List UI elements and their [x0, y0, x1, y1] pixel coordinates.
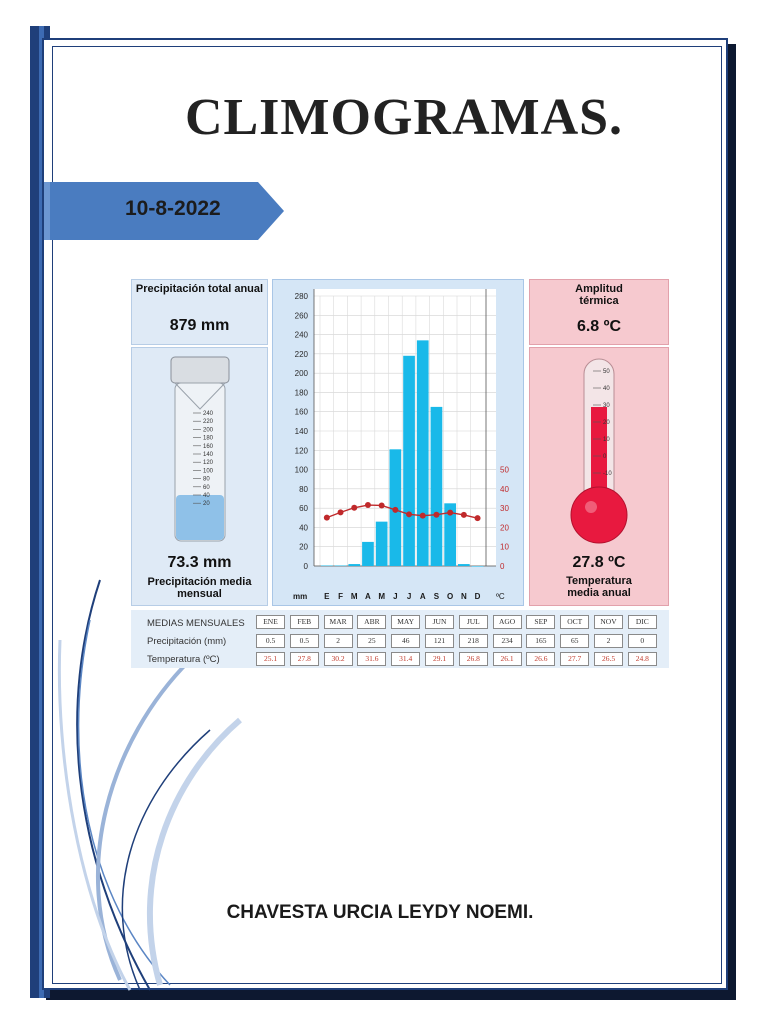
- month-category-label: N: [460, 592, 467, 601]
- gauge-tick-label: 200: [203, 427, 214, 434]
- left-axis-label: mm: [293, 592, 308, 601]
- table-month-header: JUL: [459, 615, 488, 629]
- precip-bar: [348, 564, 360, 566]
- date-label: 10-8-2022: [125, 197, 221, 220]
- gauge-tick-label: 40: [203, 493, 210, 499]
- table-temp-cell: 24.8: [628, 652, 657, 666]
- temp-row-label: Temperatura (ºC): [147, 654, 220, 665]
- page-title: CLIMOGRAMAS.: [184, 89, 624, 146]
- precip-media-label: Precipitación media mensual: [147, 576, 252, 600]
- right-axis-label: ºC: [496, 592, 505, 601]
- table-temp-cell: 31.4: [391, 652, 420, 666]
- left-tick-label: 140: [294, 427, 308, 436]
- temperature-point: [379, 502, 385, 508]
- month-category-label: S: [433, 592, 440, 601]
- amplitud-label: Amplitud térmica: [575, 283, 623, 307]
- amplitud-panel: [529, 279, 669, 345]
- month-category-label: D: [474, 592, 481, 601]
- gauge-tick-label: 220: [203, 419, 214, 426]
- temperature-point: [392, 507, 398, 513]
- right-tick-label: 0: [500, 562, 505, 571]
- precip-row-label: Precipitación (mm): [147, 636, 227, 647]
- table-precip-cell: 121: [425, 634, 454, 648]
- table-temp-cell: 26.5: [594, 652, 623, 666]
- month-category-label: F: [338, 592, 343, 601]
- thermo-tick-label: 10: [603, 437, 610, 443]
- month-category-label: A: [365, 592, 371, 601]
- temperature-point: [461, 512, 467, 518]
- table-month-header: JUN: [425, 615, 454, 629]
- precip-bar: [362, 542, 374, 566]
- table-precip-cell: 0.5: [256, 634, 285, 648]
- left-tick-label: 80: [299, 484, 308, 494]
- monthly-means-table: [131, 610, 669, 668]
- table-precip-cell: 0.5: [290, 634, 319, 648]
- table-precip-cell: 46: [391, 634, 420, 648]
- temperature-point: [338, 509, 344, 515]
- temp-media-value: 27.8 ºC: [572, 554, 626, 571]
- table-precip-cell: 25: [357, 634, 386, 648]
- left-tick-label: 60: [299, 504, 308, 514]
- right-tick-label: 20: [500, 523, 509, 533]
- left-tick-label: 260: [294, 311, 308, 321]
- temperature-point: [406, 511, 412, 517]
- table-temp-cell: 30.2: [324, 652, 353, 666]
- table-temp-cell: 31.6: [357, 652, 386, 666]
- gauge-tick-label: 140: [203, 452, 214, 458]
- gauge-tick-label: 20: [203, 501, 210, 508]
- table-month-header: MAR: [324, 615, 353, 629]
- precip-total-panel: [131, 279, 268, 345]
- thermo-tick-label: 50: [603, 369, 610, 375]
- table-precip-cell: 0: [628, 634, 657, 648]
- thermo-tick-label: 40: [603, 386, 610, 392]
- thermo-tick-label: -10: [603, 471, 612, 477]
- rain-gauge-icon: [131, 347, 268, 552]
- right-tick-label: 10: [500, 542, 509, 552]
- table-temp-cell: 27.8: [290, 652, 319, 666]
- table-precip-cell: 2: [324, 634, 353, 648]
- temperature-point: [447, 510, 453, 516]
- gauge-tick-label: 240: [203, 411, 214, 417]
- table-precip-cell: 2: [594, 634, 623, 648]
- thermometer-icon: [529, 347, 669, 552]
- gauge-tick-label: 100: [203, 468, 214, 475]
- table-month-header: NOV: [594, 615, 623, 629]
- temp-media-label: Temperatura media anual: [566, 575, 632, 599]
- right-tick-label: 50: [500, 465, 509, 475]
- left-tick-label: 40: [299, 523, 308, 533]
- right-tick-label: 40: [500, 484, 509, 494]
- gauge-tick-label: 120: [203, 460, 214, 467]
- precip-total-label: Precipitación total anual: [135, 283, 264, 295]
- thermo-tick-label: 20: [603, 420, 610, 426]
- left-tick-label: 160: [294, 407, 308, 417]
- climograph-chart: [272, 279, 524, 606]
- table-month-header: DIC: [628, 615, 657, 629]
- table-month-header: AGO: [493, 615, 522, 629]
- table-temp-cell: 26.1: [493, 652, 522, 666]
- month-category-label: M: [378, 592, 385, 601]
- gauge-tick-label: 160: [203, 443, 214, 450]
- month-category-label: E: [324, 592, 330, 601]
- gauge-tick-label: 80: [203, 476, 210, 483]
- precip-bar: [458, 564, 470, 566]
- thermo-tick-label: 0: [603, 454, 607, 460]
- temperature-point: [475, 515, 481, 521]
- temperature-point: [365, 502, 371, 508]
- left-tick-label: 280: [294, 292, 308, 301]
- month-category-label: J: [406, 592, 412, 601]
- precip-bar: [321, 566, 333, 567]
- precip-bar: [472, 566, 484, 567]
- left-tick-label: 220: [294, 349, 308, 359]
- precip-bar: [376, 522, 388, 566]
- month-category-label: M: [350, 592, 358, 601]
- table-temp-cell: 26.8: [459, 652, 488, 666]
- left-tick-label: 180: [294, 388, 308, 398]
- table-temp-cell: 26.6: [526, 652, 555, 666]
- left-tick-label: 200: [294, 369, 308, 379]
- right-tick-label: 30: [500, 504, 509, 514]
- month-category-label: A: [419, 592, 426, 601]
- thermo-tick-label: 30: [603, 403, 610, 409]
- precip-media-value: 73.3 mm: [167, 554, 232, 571]
- precip-bar: [335, 566, 347, 567]
- precip-bar: [417, 340, 429, 566]
- table-temp-cell: 25.1: [256, 652, 285, 666]
- table-month-header: ENE: [256, 615, 285, 629]
- amplitud-value: 6.8 ºC: [576, 318, 622, 335]
- table-temp-cell: 29.1: [425, 652, 454, 666]
- left-tick-label: 100: [294, 465, 308, 475]
- left-tick-label: 120: [294, 446, 308, 456]
- left-tick-label: 0: [303, 562, 308, 571]
- table-header-label: MEDIAS MENSUALES: [147, 618, 245, 629]
- table-temp-cell: 27.7: [560, 652, 589, 666]
- table-precip-cell: 65: [560, 634, 589, 648]
- gauge-tick-label: 180: [203, 435, 214, 442]
- table-precip-cell: 165: [526, 634, 555, 648]
- table-month-header: FEB: [290, 615, 319, 629]
- gauge-tick-label: 60: [203, 484, 210, 491]
- table-precip-cell: 218: [459, 634, 488, 648]
- temperature-point: [433, 512, 439, 518]
- table-precip-cell: 234: [493, 634, 522, 648]
- table-month-header: MAY: [391, 615, 420, 629]
- table-month-header: ABR: [357, 615, 386, 629]
- left-tick-label: 240: [294, 330, 308, 340]
- precip-bar: [403, 356, 415, 566]
- precip-bar: [431, 407, 443, 566]
- temperature-point: [324, 515, 330, 521]
- temperature-point: [351, 505, 357, 511]
- month-category-label: J: [393, 592, 398, 601]
- temperature-point: [420, 513, 426, 519]
- precip-total-value: 879 mm: [169, 317, 230, 334]
- table-month-header: SEP: [526, 615, 555, 629]
- left-tick-label: 20: [299, 542, 308, 552]
- author-name: CHAVESTA URCIA LEYDY NOEMI.: [226, 902, 534, 923]
- month-category-label: O: [447, 592, 454, 601]
- table-month-header: OCT: [560, 615, 589, 629]
